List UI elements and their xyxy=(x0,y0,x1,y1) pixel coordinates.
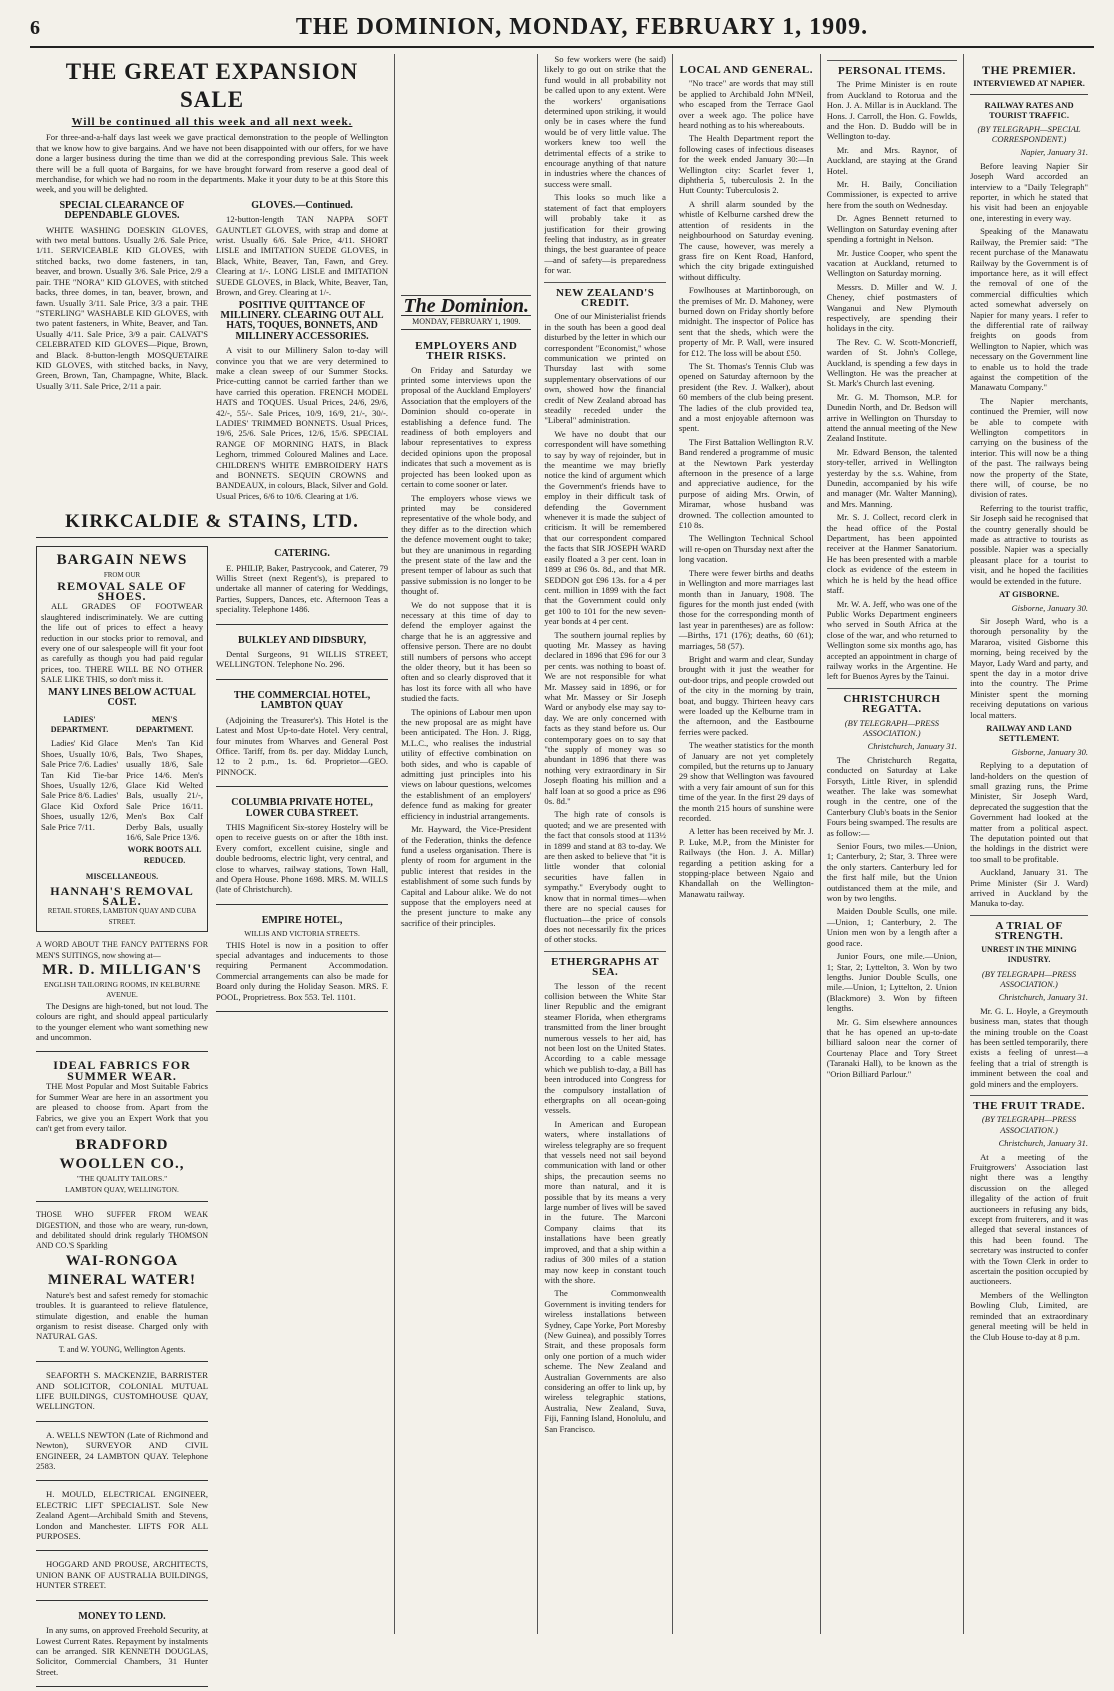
premier-interview: INTERVIEWED AT NAPIER. xyxy=(973,78,1085,89)
advertising-column xyxy=(30,54,395,1677)
local-p9: Bright and warm and clear, Sunday brought with it just the weather for out-door trips, and people crowded out of the city in the morning by train, boat, and buggy. Thirteen heavy cars were loaded up the Kelburne tram in the afternoon, and the Eastbourne ferries were packed. xyxy=(678,653,814,737)
commercial-text: (Adjoining the Treasurer's). This Hotel is the Latest and Most Up-to-date Hotel. Very central, four minutes from Wharves and General Post Office. Tariff, from 8s. per day. Midday Lunch, 12 to 2 p.m., 1s. 6d. Proprietor—GEO. PINNOCK. xyxy=(216,714,389,777)
bulkley-card xyxy=(216,629,388,680)
land-title: RAILWAY AND LAND SETTLEMENT. xyxy=(986,722,1072,744)
gloves-columns xyxy=(36,198,388,504)
personal-p1: The Prime Minister is en route from Auckland to Rotorua and the Hon. J. A. Millar is in Auckland. The Hons. J. Carroll, the Hon. G. Fowlds, and the Hon. D. Buddo will be in Wellington to-day. xyxy=(826,79,958,142)
ether-p3: The Commonwealth Government is inviting tenders for wireless installations between Sydney, Cape Yorke, Port Moresby (New Guinea), and possibly Torres Strait, and these proposals form only one portion of a much wider scheme. The New Zealand and Australian Governments are also considering an offer to link up, by wireless telegraphic stations, Australia, New Zealand, Suva, Fiji, Fanning Island, Honolulu, and San Francisco. xyxy=(544,1288,666,1434)
local-p3: A shrill alarm sounded by the whistle of Kelburne carshed drew the attention of residents in the neighbourhood on Saturday evening. The cause, however, was merely a grass fire on Kent Road, Hanford, which the city brigade extinguished without difficulty. xyxy=(678,198,814,282)
local-p6: The First Battalion Wellington R.V. Band rendered a programme of music at the Newtown Park yesterday afternoon in the presence of a large and appreciative audience, for the purpose of aiding Mrs. Orwin, of Miramar, whose husband was drowned. The collection amounted to £10 8s. xyxy=(678,436,814,531)
editorial-p5: Mr. Hayward, the Vice-President of the Federation, thinks the defence fund a useless organisation. There is plenty of room for argument in the public interest that resides in the establishment of some such funds by Capital and Labour alike. We do not suppose that the employers need at the present juncture to make any sacrifice of their principles. xyxy=(401,824,532,928)
personal-p10: Mr. S. J. Collect, record clerk in the head office of the Postal Department, has been appointed receiver at the Hanmer Sanatorium. He has been presented with a marble clock as evidence of the esteem in which he is held by the head office staff. xyxy=(826,512,958,596)
col3-p-top2: This looks so much like a statement of fact that employers will probably take it as justification for their growing feeling that industry, as in greater things, the best guarantee of peace—and of safety—is preparedness for war. xyxy=(544,192,666,276)
regatta-title: CHRISTCHURCH REGATTA. xyxy=(827,688,957,715)
bargain-from: FROM OUR xyxy=(103,571,141,580)
money-text: In any sums, on approved Freehold Security, at Lowest Current Rates. Repayment by instalments can be arranged. SIR KENNETH DOUGLAS, Solicitor, Commercial Chambers, 31 Hunter Street. xyxy=(36,1625,209,1677)
editorial-column xyxy=(395,54,538,1634)
unrest-title: UNREST IN THE MINING INDUSTRY. xyxy=(981,944,1077,965)
editorial-title: EMPLOYERS AND THEIR RISKS. xyxy=(415,339,518,363)
masthead xyxy=(30,14,1094,48)
premier-dateline: Napier, January 31. xyxy=(1020,147,1088,158)
premier-p4: Referring to the tourist traffic, Sir Joseph said he recognised that the country generally should be made as attractive to tourists as possible. Napier was a specially pleasant place for a tourist to visit, and he hoped the facilities would be extended in the future. xyxy=(970,502,1088,586)
local-title: LOCAL AND GENERAL. xyxy=(679,64,813,76)
catering-title: CATERING. xyxy=(274,548,330,560)
hannah-name: HANNAH'S REMOVAL SALE. xyxy=(50,883,194,908)
milligan-name: MR. D. MILLIGAN'S xyxy=(42,962,202,979)
empire-sub: WILLIS AND VICTORIA STREETS. xyxy=(244,929,360,939)
regatta-dateline: Christchurch, January 31. xyxy=(867,741,958,752)
personal-p7: The Rev. C. W. Scott-Moncrieff, warden of St. John's College, Auckland, is spending a few days in Wellington. He was the preacher at St. Mark's Church last evening. xyxy=(826,336,958,389)
ether-p1: The lesson of the recent collision between the White Star liner Republic and the emigrant steamer Florida, when ethergrams transmitted from the liner brought numerous vessels to her aid, has not been lost on the United States. According to a cable message which we publish to-day, a Bill has been introduced into Congress for the compulsory installation of ethergraphs on all ocean-going vessels. xyxy=(544,980,666,1116)
gisborne-p: Sir Joseph Ward, who is a thorough personality by the Mararoa, visited Gisborne this morning, being received by the Mayor, Lady Ward and party, and spent the day in a motor drive into the country. The Prime Minister spent the morning receiving deputations on various local matters. xyxy=(970,615,1088,720)
fruit-title: THE FRUIT TRADE. xyxy=(970,1095,1088,1111)
bradford-address: LAMBTON QUAY, WELLINGTON. xyxy=(65,1184,179,1194)
premier-byline: (BY TELEGRAPH—SPECIAL CORRESPONDENT.) xyxy=(977,123,1081,145)
mens-dept-text: Men's Tan Kid Bals, Two Shapes, usually 18/6, Sale Price 14/6. Men's Glace Kid Welted Bals, usually 21/-, Sale Price 16/11. Men's Box Calf Derby Bals, usually 16/6, Sale Price 13/6. xyxy=(126,738,204,842)
gloves-cont-text: 12-button-length TAN NAPPA SOFT GAUNTLET GLOVES, with strap and dome at wrist. Usually 6/6. Sale Price, 4/11. SHORT LISLE and IMITATION SUEDE GLOVES, in Black, White, Beaver, Tan, Fawn, and Grey. Clearing at 1/-. LONG LISLE and IMITATION SUEDE GLOVES, in Black, White, Beaver, Tan, Brown, and Grey. Clearing at 1/-. xyxy=(216,214,389,298)
wairongoa-lead: THOSE WHO SUFFER FROM WEAK DIGESTION, and those who are weary, run-down, and debilitated should drink regularly THOMSON AND CO.'S Sparkling xyxy=(36,1210,209,1251)
fruit-date: Christchurch, January 31. xyxy=(998,1138,1088,1149)
bradford-motto: "THE QUALITY TAILORS." xyxy=(76,1174,168,1184)
catering-text: E. PHILIP, Baker, Pastrycook, and Caterer, 79 Willis Street (next Regent's), is prepared to undertake all manner of catering for Weddings, Parties, Suppers, Dances, etc. Afternoon Teas a speciality. Telephone 1486. xyxy=(216,562,389,615)
local-p2: The Health Department report the following cases of infectious diseases for the week ended January 30:—In Wellington city: Scarlet fever 1, diphtheria 5, tuberculosis 2. In the Hutt County: Tuberculosis 2. xyxy=(678,133,814,196)
hoggard-text: HOGGARD AND PROUSE, ARCHITECTS, UNION BANK OF AUSTRALIA BUILDINGS, HUNTER STREET. xyxy=(36,1559,209,1591)
local-p11: A letter has been received by Mr. J. P. Luke, M.P., from the Minister for Railways (the Hon. J. A. Millar) regarding a petition asking for a stopping-place between Ngaio and Khandallah on the Wellington-Manawatu railway. xyxy=(678,826,814,899)
local-p8: There were fewer births and deaths in Wellington and more marriages last month than in January, 1908. The figures for the month just ended (with those for the corresponding month of last year in parentheses) are as follow:—Births, 171 (176); deaths, 60 (61); marriages, 58 (57). xyxy=(678,567,814,651)
millinery-text: A visit to our Millinery Salon to-day will convince you that we are very determined to make a clean sweep of our Summer Stocks. Price-cutting cannot be carried farther than we have carried this operation. FRENCH MODEL HATS and TOQUES. Usual Prices, 24/6, 29/6, 42/-, 55/-. Sale Prices, 10/9, 16/9, 21/-, 30/-. LADIES' TRIMMED BONNETS. Usual Prices, 19/6, 25/6. Sale Prices, 12/6, 15/6. SPECIAL RANGE OF MORNING HATS, in Black Leghorn, trimmed Coloured Malines and Lace. CHILDREN'S WHITE EMBROIDERY HATS and BONNETS. SEQUIN CROWNS and BANDEAUX, in colours, Black, Silver and Gold. Usual Prices, 6/6 to 10/6. Clearing at 1/6. xyxy=(216,345,389,501)
milligan-sub: ENGLISH TAILORING ROOMS, IN KELBURNE AVENUE. xyxy=(43,980,201,1000)
editorial-date: MONDAY, FEBRUARY 1, 1909. xyxy=(401,315,531,329)
personal-p5: Mr. Justice Cooper, who spent the vacation at Auckland, returned to Wellington on Saturday morning. xyxy=(826,247,958,279)
gloves-text: WHITE WASHING DOESKIN GLOVES, with two metal buttons. Usually 2/6. Sale Price, 1/11. SERVICEABLE KID GLOVES, with stitched backs, two dome fasteners, in tan, beaver, and brown. Usually 3/6. Sale Price, 2/9 a pair. THE "NORA" KID GLOVES, with stitched backs, three domes, in tan, beaver, brown, and fawn. Usually 3/11. Sale Price, 3/3 a pair. THE "STERLING" WASHABLE KID GLOVES, with two patent fasteners, in White, Beaver, and Tan. Usually 4/11. Sale Price, 3/9 a pair. CALVAT'S CELEBRATED KID GLOVES—Pique, Brown, and Black. 8-button-length MOSQUETAIRE KID GLOVES, with stitched backs, in Navy, Green, Brown, Tan, Champagne, White, Black. Usually 3/11. Sale Price, 2/11 a pair. xyxy=(36,224,209,391)
columbia-hotel-card xyxy=(216,791,388,905)
local-p10: The weather statistics for the month of January are not yet completely compiled, but the returns up to January 29 show that Wellington was favoured with a very fair amount of sun for this time of the year. In the first 29 days of the month 215 hours of sunshine were recorded. xyxy=(678,740,814,824)
auckland-p: Auckland, January 31. The Prime Minister (Sir J. Ward) arrived in Auckland by the Manuka to-day. xyxy=(970,867,1088,909)
empire-text: THIS Hotel is now in a position to offer special advantages and inducements to those requiring Permanent Accommodation. Commercial arrangements can also be made for Board only during the Holiday Season. MRS. F. POOL, Proprietress. Box 553. Tel. 1101. xyxy=(216,939,389,1002)
wairongoa-agents: T. and W. YOUNG, Wellington Agents. xyxy=(58,1344,186,1354)
wairongoa-ad xyxy=(36,1206,208,1362)
local-p4: Fowlhouses at Martinborough, on the premises of Mr. D. Mahoney, were burned down on Friday shortly before midnight. The inspector of Police has sent that the sheds, which were the property of Mr. P. Wall, were insured for £12. The loss will be about £50. xyxy=(678,285,814,358)
local-p7: The Wellington Technical School will re-open on Thursday next after the long vacation. xyxy=(678,533,814,565)
work-boots: WORK BOOTS ALL REDUCED. xyxy=(127,845,202,865)
gloves-heading: SPECIAL CLEARANCE OF DEPENDABLE GLOVES. xyxy=(59,199,185,222)
strength-title: A TRIAL OF STRENGTH. xyxy=(970,915,1088,942)
regatta-p2: Senior Fours, two miles.—Union, 1; Canterbury, 2; Star, 3. Three were the only starters. Canterbury led for the first half mile, but the Union outdistanced them at the mile, and won by two lengths. xyxy=(826,841,958,904)
land-p: Replying to a deputation of land-holders on the question of small grazing runs, the Prime Minister, Sir Joseph Ward, deprecated the suggestion that the Government had looked at the matter from a political aspect. The deputation pointed out that the holdings in the district were too small to be profitable. xyxy=(970,760,1088,864)
mould-text: H. MOULD, ELECTRICAL ENGINEER, ELECTRIC LIFT SPECIALIST. Sole New Zealand Agent—Archibald Smith and Stevens, London and Manchester. LIFTS FOR ALL PURPOSES. xyxy=(36,1489,209,1542)
credit-p3: The southern journal replies by quoting Mr. Massey as having declared in 1896 that £96 for our 3 per cents. was nothing to boast of. We are not responsible for what Mr. Massey said in 1896, or for what Mr. Massey or Sir Joseph Ward or anybody else may say to-day. We are only concerned with facts as they stand before us. Our contemporary goes on to say that "the supply of money was so abundant in 1896 that there was nothing very extraordinary in Sir Joseph floating his million and a half loan at so good a price as £96 0s. 8d." xyxy=(544,629,666,807)
kirkcaldie-name: KIRKCALDIE & STAINS, LTD. xyxy=(65,511,359,533)
seaforth-card xyxy=(36,1366,208,1422)
bradford-ad xyxy=(36,1056,208,1202)
personal-p11: Mr. W. A. Jeff, who was one of the Public Works Department engineers who served in South Africa at the close of the war, and who returned to Wellington some six months ago, has accepted an appointment in charge of railway works in the Argentine. He left for Buenos Ayres by the Tainui. xyxy=(826,598,958,682)
expansion-sale-ad xyxy=(36,54,388,538)
page-number: 6 xyxy=(30,17,40,39)
premier-p3: The Napier merchants, continued the Premier, will now be able to compete with Wellington competitors in carrying on the business of the interior. This will now be a thing of the past. The railways being now the property of the State, there will, of course, be no division of rates. xyxy=(970,395,1088,500)
gisborne-date: Gisborne, January 30. xyxy=(1011,602,1088,613)
wells-card xyxy=(36,1426,208,1482)
wairongoa-text: Nature's best and safest remedy for stomachic troubles. It is guaranteed to relieve flatulence, stimulate digestion, and enable the human organism to resist disease. Charged only with NATURAL GAS. xyxy=(36,1289,209,1342)
personal-p8: Mr. G. M. Thomson, M.P. for Dunedin North, and Dr. Bedson will arrive in Wellington on Thursday to attend the annual meeting of the New Zealand Institute. xyxy=(826,391,958,444)
unrest-date: Christchurch, January 31. xyxy=(998,992,1088,1003)
land-date: Gisborne, January 30. xyxy=(1011,746,1088,757)
commercial-hotel-card xyxy=(216,684,388,787)
bulkley-title: BULKLEY AND DIDSBURY, xyxy=(237,634,367,646)
personal-p3: Mr. H. Baily, Conciliation Commissioner, is expected to arrive here from the south on Wednesday. xyxy=(826,179,958,210)
millinery-heading: POSITIVE QUITTANCE OF MILLINERY. CLEARING OUT ALL HATS, TOQUES, BONNETS, AND MILLINERY ACCESSORIES. xyxy=(220,299,384,342)
hannah-address: RETAIL STORES, LAMBTON QUAY AND CUBA STREET. xyxy=(47,907,197,926)
wells-text: A. WELLS NEWTON (Late of Richmond and Newton), SURVEYOR AND CIVIL ENGINEER, 24 LAMBTON QUAY. Telephone 2583. xyxy=(36,1429,209,1472)
lower-ads xyxy=(36,542,388,1691)
fruit-byline: (BY TELEGRAPH—PRESS ASSOCIATION.) xyxy=(981,1114,1077,1135)
news-column-3 xyxy=(538,54,672,1634)
news-column-5 xyxy=(821,54,964,1634)
newspaper-title: THE DOMINION, MONDAY, FEBRUARY 1, 1909. xyxy=(295,14,869,40)
gisborne-title: AT GISBORNE. xyxy=(998,589,1060,600)
credit-p1: One of our Ministerialist friends in the south has been a good deal disturbed by the letter in which our correspondent "Economist," whose communication we printed on Thursday last with some supplementary observations of our own, showed how the financial credit of New Zealand abroad has steadily receded under the "Liberal" administration. xyxy=(544,311,666,426)
editorial-p1: On Friday and Saturday we printed some interviews upon the proposal of the Auckland Employers' Association that the employers of the Dominion should co-operate in establishing a defence fund. The readiness of both employers and labour representatives to express decided opinions upon the proposal indicates that such a movement as is projected has been looked upon as certain to come sooner or later. xyxy=(401,364,532,490)
fruit-p: At a meeting of the Fruitgrowers' Association last night there was a lengthy discussion on the alleged illegality of the action of fruit auctioneers in refusing any bids, except from fruiterers, and it was alleged that several instances of this had been found. The secretary was instructed to confer with the Town Clerk in order to ascertain the position occupied by auctioneers. xyxy=(970,1151,1088,1287)
seaforth-text: SEAFORTH S. MACKENZIE, BARRISTER AND SOLICITOR, COLONIAL MUTUAL LIFE BUILDINGS, CUSTOMHOUSE QUAY, WELLINGTON. xyxy=(36,1370,209,1412)
col3-p-top: So few workers were (he said) likely to go out on strike that the fund would in all probability not be called upon to any extent. Were the workers' organisations determined upon striking, it would only be in cases where the fund would be of very little value. The workers knew too well the detrimental effects of a strike to encourage anything of that nature in industries where the chances of success were small. xyxy=(544,54,666,189)
credit-p2: We have no doubt that our correspondent will have something to say by way of rejoinder, but in the meantime we may briefly notice the kind of argument which the Government's friends have to employ in their difficult task of defending the Government whenever it is made the subject of criticism. It will be remembered that our correspondent compared the facts that SIR JOSEPH WARD easily floated a 3 per cent. loan in 1899 at £96 0s. 8d., and that MR. SEDDON got £96 13s. for a 4 per cent. million in 1899 with the fact that the Government could only get 100 to 101 for the new seven-year bonds at 4 per cent. xyxy=(544,428,666,627)
personal-p6: Messrs. D. Miller and W. J. Cheney, chief postmasters of Wanganui and New Plymouth respectively, are spending their holidays in the city. xyxy=(826,281,958,334)
credit-p4: The high rate of consols is quoted; and we are presented with the fact that consols stood at 113½ in 1899 and stand at 83 to-day. We are then asked to believe that "it is little wonder that colonial securities have fallen in sympathy." Everybody ought to know that in normal times—when there are no special causes for fluctuation—the price of consols does not necessarily fix the prices of other stocks. xyxy=(544,809,666,945)
premier-title: THE PREMIER. xyxy=(982,63,1077,77)
premier-sub: RAILWAY RATES AND TOURIST TRAFFIC. xyxy=(984,99,1074,121)
milligan-ad xyxy=(36,936,208,1052)
bargain-news-ad xyxy=(36,546,208,932)
regatta-byline: (BY TELEGRAPH—PRESS ASSOCIATION.) xyxy=(844,717,939,738)
local-p1: "No trace" are words that may still be applied to Archibald John M'Neil, who escaped from the Terrace Gaol over a week ago. The police have heard nothing as to his whereabouts. xyxy=(678,78,814,131)
local-p5: The St. Thomas's Tennis Club was opened on Saturday afternoon by the president (the Rev. J. Walker), about 60 members of the club being present. The ladies of the club provided tea, and a most enjoyable afternoon was spent. xyxy=(678,360,814,434)
unrest-p: Mr. G. L. Hoyle, a Greymouth business man, states that though the mining trouble on the Coast has been settled temporarily, there exists a feeling of unrest—a feeling that a trial of strength is imminent between the coal and gold miners and the employers. xyxy=(970,1005,1088,1089)
empire-title: EMPIRE HOTEL, xyxy=(261,914,343,926)
fabrics-text: THE Most Popular and Most Suitable Fabrics for Summer Wear are here in an assortment you are pleased to choose from. Apart from the Fabrics, we give you an Expert Work that you can't get from every tailor. xyxy=(36,1081,209,1133)
misc-heading: MISCELLANEOUS. xyxy=(85,872,159,882)
gloves-cont-heading: GLOVES.—Continued. xyxy=(251,199,353,211)
personal-p9: Mr. Edward Benson, the talented story-teller, arrived in Wellington yesterday by the s.s. Wahine, from Dunedin, accompanied by his wife and manager (Mr. Walter Manning), and Mrs. Manning. xyxy=(826,446,958,509)
expansion-title: THE GREAT EXPANSION SALE xyxy=(65,59,359,112)
dominion-flag: The Dominion. xyxy=(403,295,530,317)
fabrics-title: IDEAL FABRICS FOR SUMMER WEAR. xyxy=(53,1058,191,1083)
credit-title: NEW ZEALAND'S CREDIT. xyxy=(544,282,665,309)
money-title: MONEY TO LEND. xyxy=(78,1610,166,1622)
bargain-intro: ALL GRADES OF FOOTWEAR slaughtered indiscriminately. We are cutting the life out of prices to effect a heavy reduction in our stocks prior to removal, and every one of our salespeople will fit your foot as carefully as though you had paid regular prices, too. THERE WILL BE NO OTHER SALE LIKE THIS, so don't miss it. xyxy=(41,601,204,685)
catering-card xyxy=(216,542,388,624)
milligan-text: The Designs are high-toned, but not loud. The colours are right, and should appeal particularly to the younger element who want something new and uncommon. xyxy=(36,1000,209,1043)
premier-p2: Speaking of the Manawatu Railway, the Premier said: "The recent purchase of the Manawatu Railway by the Government is of importance here, as it will effect the removal of one of the commercial difficulties which acted somewhat adversely on Napier for many years. I refer to the differential rate of railway freights on goods from Wellington to Napier, which was necessary on the Government line to enable us to hold the trade against the competition of the Manawatu Company." xyxy=(970,226,1088,393)
columbia-text: THIS Magnificent Six-storey Hostelry will be open to receive guests on or after the 18th inst. Every comfort, excellent cuisine, single and double bedrooms, electric light, very central, and close to wharves, railway stations, Town Hall, and Opera House. Phone 1698. MRS. M. WILLS (late of Christchurch). xyxy=(216,821,389,895)
commercial-title: THE COMMERCIAL HOTEL, LAMBTON QUAY xyxy=(233,689,371,712)
ladies-dept-heading: LADIES' DEPARTMENT. xyxy=(50,714,109,734)
bulkley-text: Dental Surgeons, 91 WILLIS STREET, WELLINGTON. Telephone No. 296. xyxy=(216,649,389,670)
personal-p2: Mr. and Mrs. Raynor, of Auckland, are staying at the Grand Hotel. xyxy=(826,144,958,176)
ether-p2: In American and European waters, where installations of wireless telegraphy are so frequent that vessels need not sail beyond communication with land or other ships, the precaution seems no more than natural, and it is possible that by its means a very large number of lives will be saved in the future. The Marconi Company claims that its installations have been greatly improved, and that a ship within a radius of 300 miles of a station may now keep in constant touch with the shore. xyxy=(544,1118,666,1285)
mens-dept-heading: MEN'S DEPARTMENT. xyxy=(135,714,194,734)
regatta-p1: The Christchurch Regatta, conducted on Saturday at Lake Forsyth, Little River, in splendid weather. The lake was somewhat rough in the centre, one of the Canterbury Club's boats in the Senior Fours being swamped. The results are as follow:— xyxy=(826,754,958,838)
regatta-p3: Maiden Double Sculls, one mile.—Union, 1; Canterbury, 2. The Union men won by a length after a good race. xyxy=(826,906,958,948)
columns xyxy=(30,54,1094,1677)
unrest-byline: (BY TELEGRAPH—PRESS ASSOCIATION.) xyxy=(981,968,1077,989)
empire-hotel-card xyxy=(216,909,388,1012)
editorial-p4: The opinions of Labour men upon the new proposal are as might have been anticipated. The Hon. J. Rigg, M.L.C., who realises the industrial utility of effective combination on both sides, and who is capable of admitting just principles into his views on labour questions, welcomes the establishment of an employers' defence fund as making for greater efficiency in industrial arrangements. xyxy=(401,706,532,821)
wairongoa-title: WAI-RONGOA MINERAL WATER! xyxy=(47,1252,197,1288)
money-card xyxy=(36,1605,208,1687)
premier-p1: Before leaving Napier Sir Joseph Ward accorded an interview to a "Daily Telegraph" reporter, in which he stated that his visit had been an enjoyable one, interesting in every way. xyxy=(970,160,1088,223)
bargain-lines: MANY LINES BELOW ACTUAL COST. xyxy=(48,686,196,709)
regatta-p4: Junior Fours, one mile.—Union, 1; Star, 2; Lyttelton, 3. Won by two lengths. Junior Double Sculls, one mile.—Union, 1; Lyttelton, 2. Union (Blackmore) 3. Won by fifteen lengths. xyxy=(826,951,958,1014)
expansion-subtitle: Will be continued all this week and all next week. xyxy=(71,116,353,128)
regatta-p5: Mr. G. Sim elsewhere announces that he has opened an up-to-date billiard saloon near the corner of Courtenay Place and Tory Street (Taranaki Hall), to be known as the "Orion Billiard Parlour." xyxy=(826,1016,958,1079)
news-column-4 xyxy=(673,54,821,1634)
personal-title: PERSONAL ITEMS. xyxy=(827,60,957,76)
personal-p4: Dr. Agnes Bennett returned to Wellington on Saturday evening after spending a fortnight in Nelson. xyxy=(826,213,958,245)
news-column-6 xyxy=(964,54,1094,1634)
bowling-p: Members of the Wellington Bowling Club, Limited, are reminded that an extraordinary general meeting will be held in the Club House to-day at 8 p.m. xyxy=(970,1289,1088,1342)
milligan-lead: A WORD ABOUT THE FANCY PATTERNS FOR MEN'S SUITINGS, now showing at— xyxy=(36,940,209,960)
mould-card xyxy=(36,1485,208,1551)
editorial-p2: The employers whose views we printed may be considered representative of the whole body, and they differ as to the direction which the defence movement ought to take; but they are unanimous in regarding the present state of the law and the present temper of labour as such that passive submission is no longer to be thought of. xyxy=(401,492,532,597)
editorial-p3: We do not suppose that it is necessary at this time of day to defend the employer against the charge that he is an aggressive and offensive person. There are no doubt still numbers of persons who accept the older theory, but it has been so often and so clearly disproved that it has lost its force with all who have studied the facts. xyxy=(401,599,532,704)
hoggard-card xyxy=(36,1555,208,1600)
bargain-subtitle: REMOVAL SALE OF SHOES. xyxy=(57,578,187,604)
columbia-title: COLUMBIA PRIVATE HOTEL, LOWER CUBA STREET. xyxy=(231,797,373,819)
bradford-name: BRADFORD WOOLLEN CO., xyxy=(59,1137,185,1173)
expansion-intro: For three-and-a-half days last week we gave practical demonstration to the people of Wellington that we know how to give bargains. And we have not been disappointed with our offers, for we have done a larger business during the time than we did at the corresponding previous Sale. This week there will be a full quota of Bargains, for we have brought forward from reserve a good deal of merchandise, for which we had no room in the departments. Make it your duty to be at this Store this week, and you will be delighted. xyxy=(36,132,389,195)
ether-title: ETHERGRAPHS AT SEA. xyxy=(544,951,665,978)
bargain-title: BARGAIN NEWS xyxy=(56,552,188,569)
ladies-dept-text: Ladies' Kid Glace Shoes, Usually 10/6, Sale Price 7/6. Ladies' Tan Kid Tie-bar Shoes, Usually 12/6, Sale Price 8/6. Ladies' Glace Kid Oxford Shoes, usually 12/6, Sale Price 7/11. xyxy=(41,738,119,832)
